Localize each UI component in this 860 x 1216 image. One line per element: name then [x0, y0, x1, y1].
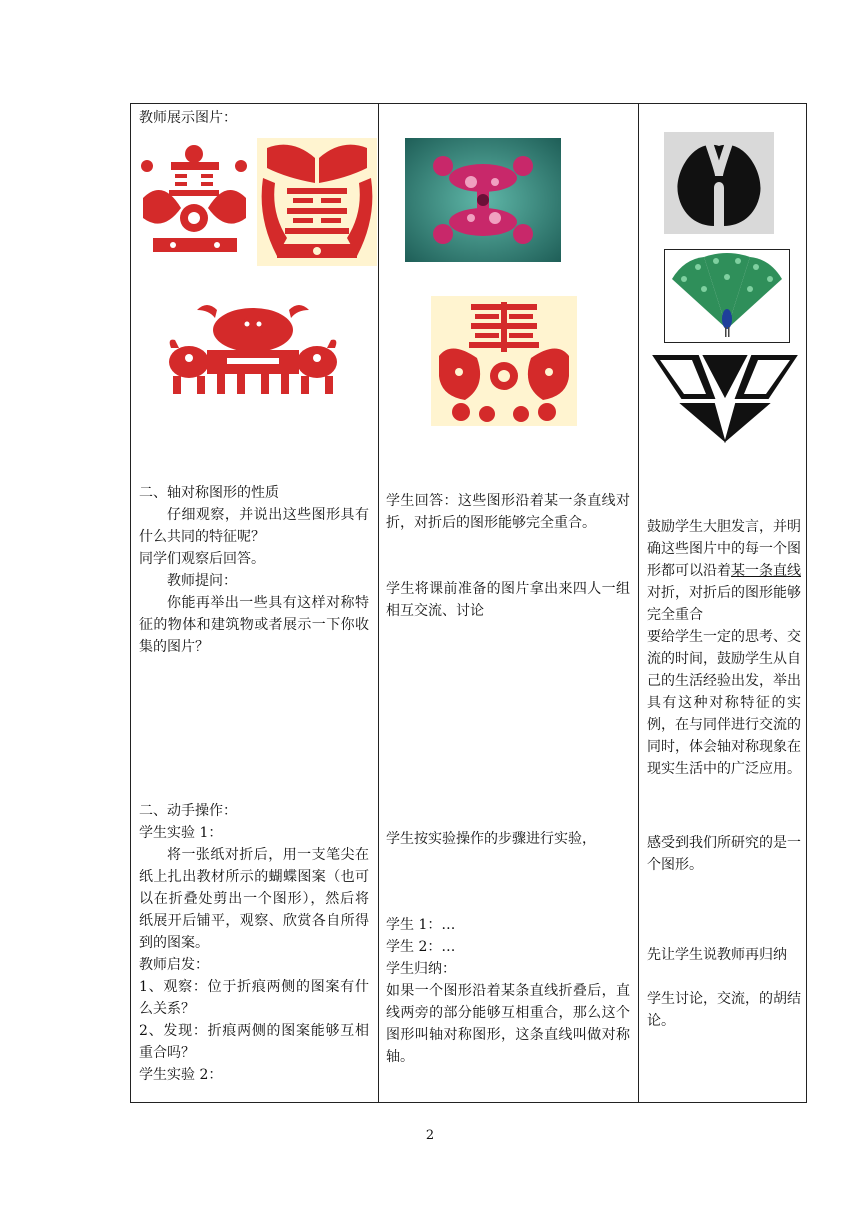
thinking-time-text: 要给学生一定的思考、交流的时间，鼓励学生从自己的生活经验出发，举出具有这种对称特征的实例，在与同伴进行交流的同时，体会轴对称现象在现实生活中的广泛应用。: [647, 629, 801, 777]
experiment1-label: 学生实验 1：: [139, 825, 223, 841]
students-answer-note: 同学们观察后回答。: [139, 551, 265, 567]
papercut-oxen-image: [167, 300, 339, 404]
underlined-phrase: 某一条直线: [731, 563, 801, 579]
encourage-text-part: 对折，对折后的图形能够完全重合: [647, 585, 801, 623]
lesson-table: [130, 103, 807, 1103]
black-symmetric-logo-image: [664, 132, 774, 234]
teacher-question-text: 你能再举出一些具有这样对称特征的物体和建筑物或者展示一下你收集的图片？: [139, 595, 369, 655]
prompt-observe: 1、观察：位于折痕两侧的图案有什么关系？: [139, 979, 369, 1017]
students-first-text: 先让学生说教师再归纳: [647, 947, 787, 963]
encourage-students-text: [647, 516, 801, 626]
section2-title: 二、轴对称图形的性质: [139, 485, 279, 501]
papercut-happiness-birds-image: [431, 296, 577, 426]
w-shape-logo-image: [652, 352, 798, 444]
experiment1-text: 将一张纸对折后，用一支笔尖在纸上扎出教材所示的蝴蝶图案（也可以在折叠处剪出一个图形），然后将纸展开后铺平，观察、欣赏各自所得到的图案。: [139, 847, 369, 951]
observe-question: 仔细观察，并说出这些图形具有什么共同的特征呢？: [139, 507, 369, 545]
papercut-phoenix-happiness-image: [257, 138, 377, 266]
column-design-intent: [639, 104, 807, 1102]
student-discussion: 学生将课前准备的图片拿出来四人一组相互交流、讨论: [386, 581, 630, 619]
section3-title: 二、动手操作：: [139, 803, 237, 819]
teacher-question-label: 教师提问：: [167, 573, 237, 589]
feel-research-text: 感受到我们所研究的是一个图形。: [647, 835, 801, 873]
student-2-line: 学生 2：…: [386, 939, 456, 955]
experiment2-label: 学生实验 2：: [139, 1067, 223, 1083]
encourage-text-part: 鼓励学生大胆发言，并明确这些图片中的每一个图形都可以沿着: [647, 519, 801, 579]
page-number: 2: [425, 1128, 435, 1143]
student-summary-text: 如果一个图形沿着某条直线折叠后，直线两旁的部分能够互相重合，那么这个图形叫轴对称图形，这条直线叫做对称轴。: [386, 983, 630, 1065]
papercut-double-happiness-image: [133, 138, 256, 261]
teacher-prompt-label: 教师启发：: [139, 957, 209, 973]
prompt-discover: 2、发现：折痕两侧的图案能够互相重合吗？: [139, 1023, 369, 1061]
student-summary-label: 学生归纳：: [386, 961, 456, 977]
student-discuss-conclusion: 学生讨论，交流，的胡结论。: [647, 991, 801, 1029]
student-1-line: 学生 1：…: [386, 917, 456, 933]
student-experiment: 学生按实验操作的步骤进行实验，: [386, 831, 596, 847]
peacock-image: [664, 249, 790, 343]
show-pictures-heading: 教师展示图片：: [139, 110, 237, 126]
column-teacher-activity: [131, 104, 378, 1102]
fractal-pattern-image: [405, 138, 561, 262]
student-answer: 学生回答：这些图形沿着某一条直线对折，对折后的图形能够完全重合。: [386, 493, 630, 531]
column-student-activity: [379, 104, 638, 1102]
